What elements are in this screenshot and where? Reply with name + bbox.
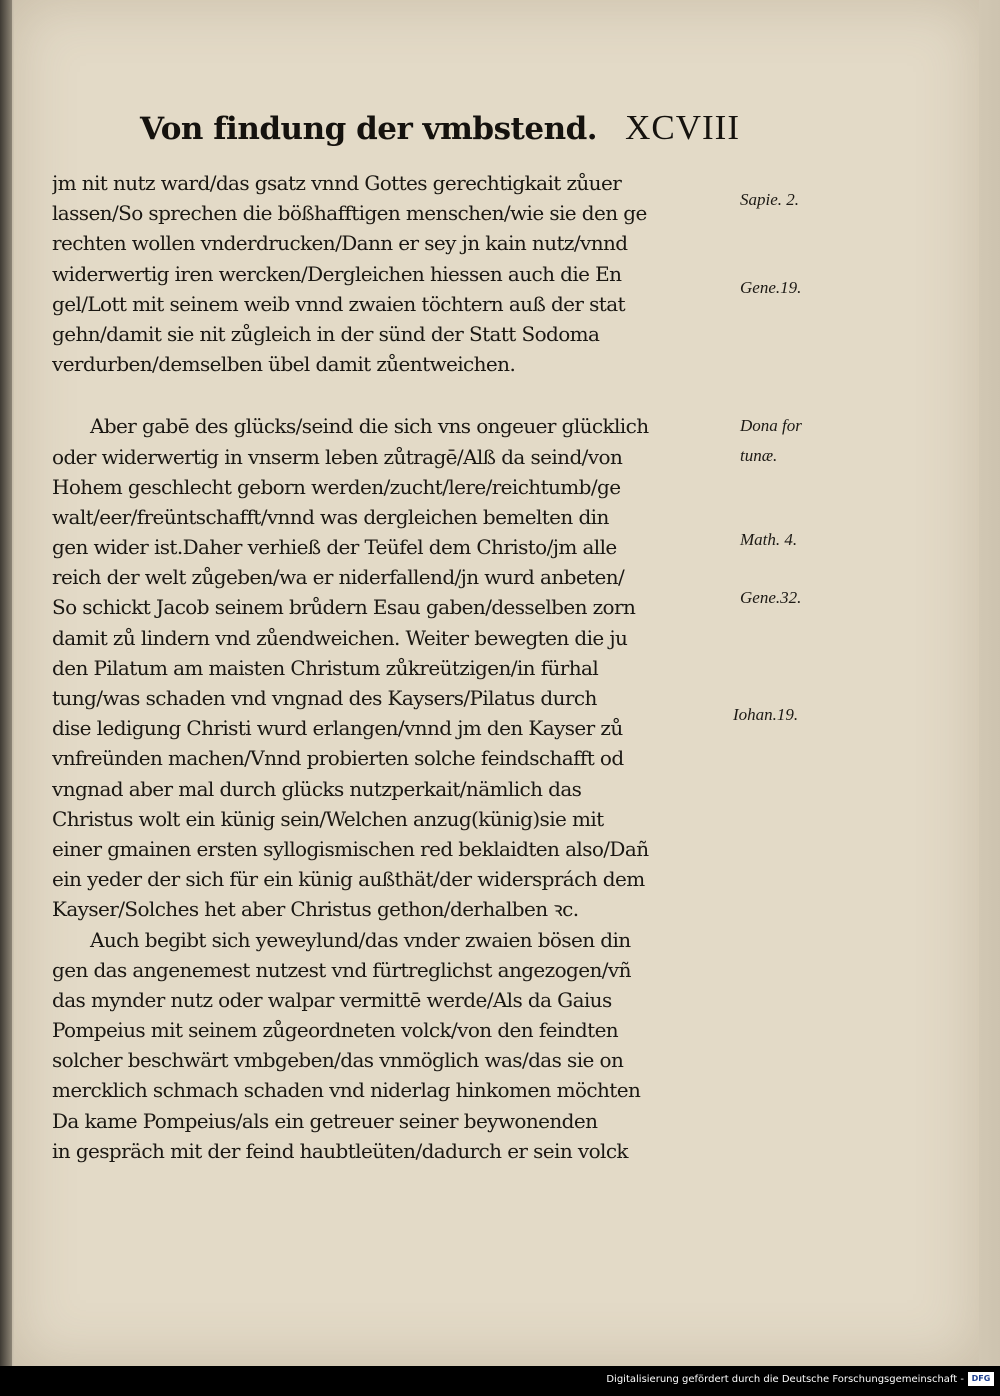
- page-header: [140, 108, 740, 158]
- folio-number: XCVIII: [625, 108, 740, 147]
- text-line: Pompeius mit seinem zůgeordneten volck/von den feindten: [52, 1018, 619, 1043]
- margin-note-genesis-32: Gene.32.: [740, 588, 802, 607]
- text-line: dise ledigung Christi wurd erlangen/vnnd jm den Kayser zů: [52, 716, 623, 741]
- text-line: vnfreünden machen/Vnnd probierten solche feindschafft od: [52, 746, 624, 771]
- paragraph-1: [52, 168, 734, 379]
- text-line: damit zů lindern vnd zůendweichen. Weiter bewegten die ju: [52, 625, 628, 650]
- footer-bar: [0, 1366, 1000, 1396]
- main-text: [52, 168, 734, 1166]
- paragraph-gap: [52, 379, 734, 411]
- text-line: jm nit nutz ward/das gsatz vnnd Gottes gerechtigkait zůuer: [52, 171, 622, 195]
- text-line: Christus wolt ein künig sein/Welchen anzug(künig)sie mit: [52, 806, 604, 831]
- text-line: Hohem geschlecht geborn werden/zucht/lere/reichtumb/ge: [52, 474, 621, 499]
- text-line: lassen/So sprechen die bößhafftigen menschen/wie sie den ge: [52, 201, 647, 226]
- text-line: oder widerwertig in vnserm leben zůtragē/Alß da seind/von: [52, 444, 623, 469]
- paragraph-3: [52, 925, 734, 1167]
- text-line: mercklich schmach schaden vnd niderlag hinkomen möchten: [52, 1078, 641, 1103]
- text-line: ein yeder der sich für ein künig außthät/der widersprách dem: [52, 867, 645, 892]
- running-head: Von findung der vmbstend.: [140, 111, 598, 147]
- margin-note-sapientia: Sapie. 2.: [740, 190, 800, 209]
- text-line: einer gmainen ersten syllogismischen red beklaidten also/Dañ: [52, 836, 649, 861]
- text-line: den Pilatum am maisten Christum zůkreützigen/in fürhal: [52, 655, 599, 680]
- text-line: reich der welt zůgeben/wa er niderfallend/jn wurd anbeten/: [52, 565, 625, 590]
- margin-note-genesis-19: Gene.19.: [740, 278, 802, 297]
- margin-note-john-19: Iohan.19.: [733, 705, 799, 724]
- text-line: widerwertig iren wercken/Dergleichen hiessen auch die En: [52, 261, 622, 286]
- text-line: das mynder nutz oder walpar vermittē werde/Als da Gaius: [52, 987, 612, 1012]
- text-line: So schickt Jacob seinem brůdern Esau gaben/desselben zorn: [52, 595, 636, 620]
- text-line: vngnad aber mal durch glücks nutzperkait/nämlich das: [52, 776, 582, 801]
- text-line: Kayser/Solches het aber Christus gethon/derhalben ꝛc.: [52, 897, 579, 922]
- text-line: gen das angenemest nutzest vnd fürtreglichst angezogen/vñ: [52, 957, 631, 982]
- text-line: gen wider ist.Daher verhieß der Teüfel dem Christo/jm alle: [52, 535, 617, 560]
- margin-note-matthew-4: Math. 4.: [740, 530, 798, 549]
- text-line: verdurben/demselben übel damit zůentweichen.: [52, 352, 516, 377]
- text-line: tung/was schaden vnd vngnad des Kaysers/Pilatus durch: [52, 686, 597, 710]
- dfg-logo-icon: DFG: [968, 1372, 994, 1386]
- text-line: Aber gabē des glücks/seind die sich vns ongeuer glücklich: [90, 414, 649, 439]
- text-line: rechten wollen vnderdrucken/Dann er sey jn kain nutz/vnnd: [52, 231, 628, 256]
- text-line: walt/eer/freüntschafft/vnnd was dergleichen bemelten din: [52, 504, 609, 529]
- text-line: solcher beschwärt vmbgeben/das vnmöglich was/das sie on: [52, 1048, 624, 1073]
- text-line: gehn/damit sie nit zůgleich in der sünd der Statt Sodoma: [52, 321, 600, 346]
- text-line: in gespräch mit der feind haubtleüten/dadurch er sein volck: [52, 1138, 628, 1163]
- margin-note-dona-fortunae-1: Dona for: [740, 416, 802, 435]
- text-line: gel/Lott mit seinem weib vnnd zwaien töchtern auß der stat: [52, 291, 625, 316]
- page-gutter: [0, 0, 12, 1366]
- text-line: Da kame Pompeius/als ein getreuer seiner beywonenden: [52, 1108, 598, 1133]
- margin-note-dona-fortunae-2: tunæ.: [740, 446, 778, 465]
- text-line: Auch begibt sich yeweylund/das vnder zwaien bösen din: [90, 927, 631, 952]
- funding-credit: Digitalisierung gefördert durch die Deutsche Forschungsgemeinschaft -: [606, 1374, 964, 1385]
- paragraph-2: [52, 411, 734, 924]
